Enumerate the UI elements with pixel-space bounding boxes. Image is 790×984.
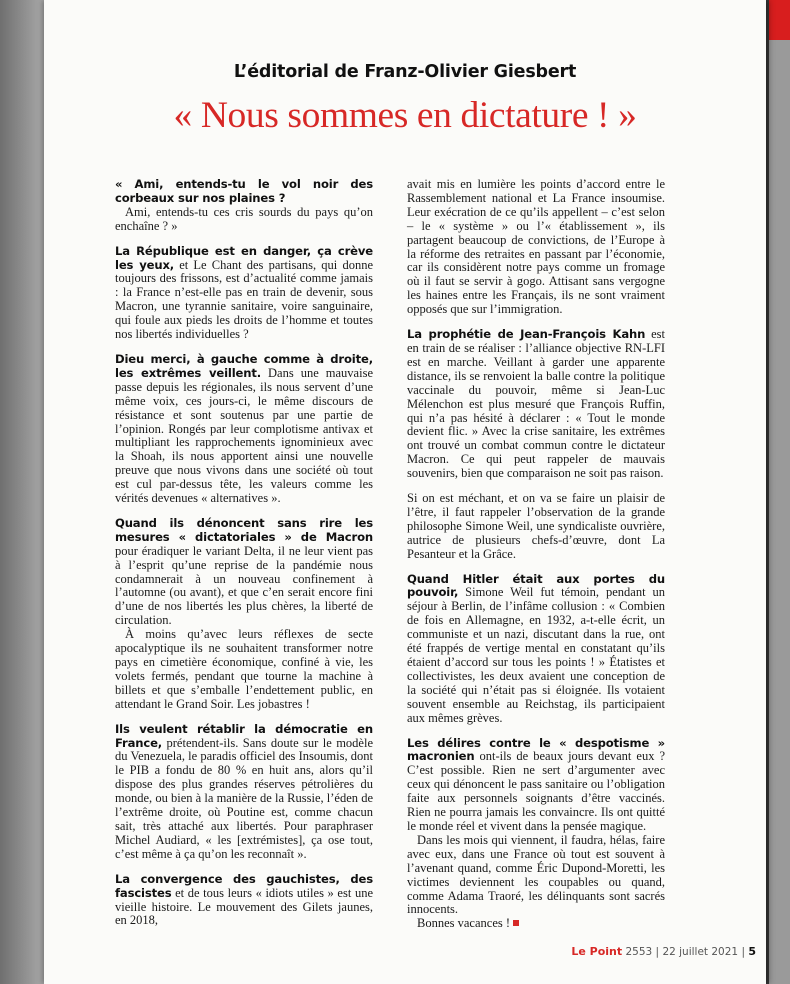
paragraph: À moins qu’avec leurs réflexes de secte apocalyptique ils ne souhaitent transformer notre pays en cimetière économique, confiné à vie, les volets fermés, pendant que tourne la machine à billets et que s’emballe l’endettement public, en attendant le Grand Soir. Les jobastres ! bbox=[115, 627, 373, 711]
footer-date: 22 juillet 2021 bbox=[662, 946, 739, 958]
footer-brand: Le Point bbox=[571, 945, 623, 958]
page-edge-shadow bbox=[766, 0, 769, 984]
page-footer bbox=[571, 945, 756, 958]
paragraph: La République est en danger, ça crève les yeux, et Le Chant des partisans, qui donne toujours des frissons, est d’actualité comme jamais : la France n’est-elle pas en train de devenir, sous Macron, une tyrannie sanitaire, voire sanguinaire, qui foule aux pieds les droits de l’homme et toutes nos libertés individuelles ? bbox=[115, 243, 373, 342]
next-page-edge bbox=[766, 0, 790, 984]
footer-issue: 2553 bbox=[625, 946, 653, 958]
paragraph: Dieu merci, à gauche comme à droite, les extrêmes veillent. Dans une mauvaise passe depuis les régionales, ils nous servent d’une même voix, ces jours-ci, le même discours de résistance et sont soutenus par une partie de l’opinion. Rongés par leur complotisme antivax et multipliant les rapprochements ignominieux avec la Shoah, ils nous apportent ainsi une nouvelle preuve que nous vivons dans une société où tout est cul par-dessus tête, les valeurs comme les vérités devenues « alternatives ». bbox=[115, 351, 373, 506]
closing-paragraph: Bonnes vacances ! bbox=[407, 917, 665, 931]
paragraph: Quand Hitler était aux portes du pouvoir, Simone Weil fut témoin, pendant un séjour à Berlin, de l’infâme collusion : « Combien de fois en Allemagne, en 1932, a-t-elle écrit, un communiste et un nazi, discutant dans la rue, ont été frappés de vertige mental en constatant qu’ils étaient d’accord sur tous les points ! » Étatistes et collectivistes, les deux avaient une conception de la société qui n’était pas si éloignée. Ils votaient souvent ensemble au Reichstag, ils participaient aux mêmes grèves. bbox=[407, 571, 665, 725]
paragraph: Si on est méchant, et on va se faire un plaisir de l’être, il faut rappeler l’observation de la grande philosophe Simone Weil, une syndicaliste ouvrière, autrice de plusieurs chefs-d’œuvre, dont La Pesanteur et la Grâce. bbox=[407, 491, 665, 561]
footer-separator: | bbox=[655, 946, 660, 958]
paragraph: La prophétie de Jean-François Kahn est en train de se réaliser : l’alliance objective RN-LFI est en marche. Veillant à garder une apparente distance, ils se renvoient la balle contre la politique vaccinale du pouvoir, même si Jean-Luc Mélenchon est plus mesuré que François Ruffin, qui n’a pas hésité à déclarer : « Tout le monde devient flic. » Avec la crise sanitaire, les extrêmes ont trouvé un combat commun contre le dictateur Macron. Ce qui peut rappeler de mauvais souvenirs, bien que comparaison ne soit pas raison. bbox=[407, 327, 666, 481]
paragraph: Les délires contre le « despotisme » macronien ont-ils de beaux jours devant eux ? C’est possible. Rien ne sert d’argumenter avec ceux qui dénoncent le pass sanitaire ou l’obligation faite aux personnels soignants d’être vaccinés. Rien ne pourra jamais les convaincre. Ils ont quitté le monde réel et vivent dans la pensée magique. bbox=[407, 735, 665, 833]
paragraph: Dans les mois qui viennent, il faudra, hélas, faire avec eux, dans une France où tout est souvent à l’avenant quand, comme Éric Dupond-Moretti, les victimes deviennent les coupables ou quand, comme Adama Traoré, les délinquants sont sacrés innocents. bbox=[407, 832, 665, 917]
end-of-article-square-icon bbox=[513, 920, 519, 926]
page-number: 5 bbox=[748, 945, 756, 958]
paragraph: « Ami, entends-tu le vol noir des corbeaux sur nos plaines ? bbox=[115, 177, 373, 205]
paragraph: avait mis en lumière les points d’accord entre le Rassemblement national et La France insoumise. Leur exécration de ce qu’ils appellent – c’est selon – le « système » ou l’« établissement », ils partagent beaucoup de convictions, de l’Europe à la réforme des retraites en passant par l’économie, car ils considèrent notre pays comme un fromage où il faut se servir à gogo. Attisant sans vergogne les haines entre les Français, ils ne sont vraiment opposés que sur l’immigration. bbox=[407, 177, 665, 317]
paragraph: Ami, entends-tu ces cris sourds du pays qu’on enchaîne ? » bbox=[115, 204, 373, 233]
paragraph: La convergence des gauchistes, des fascistes et de tous leurs « idiots utiles » est une vieille histoire. Le mouvement des Gilets jaunes, en 2018, bbox=[115, 871, 373, 928]
headline: « Nous sommes en dictature ! » bbox=[173, 95, 637, 136]
footer-separator: | bbox=[741, 946, 745, 958]
paragraph: Ils veulent rétablir la démocratie en France, prétendent-ils. Sans doute sur le modèle du Venezuela, le paradis officiel des Insoumis, dont le PIB a fondu de 80 % en huit ans, alors qu’il dispose des plus grandes réserves pétrolières du monde, ou bien à la manière de la Russie, l’éden de l’extrême droite, où Poutine est, comme chacun sait, très attaché aux libertés. Pour paraphraser Michel Audiard, « les [extrémistes], ça ose tout, c’est même à ça qu’on les reconnaît ». bbox=[115, 721, 373, 861]
paragraph: Quand ils dénoncent sans rire les mesures « dictatoriales » de Macron pour éradiquer le variant Delta, il ne leur vient pas à l’esprit qu’une reprise de la pandémie nous condamnerait à un nouveau confinement à l’automne (ou avant), et que c’en serait encore fini d’une de nos libertés les plus chères, la liberté de circulation. bbox=[115, 515, 373, 628]
right-column bbox=[407, 178, 665, 931]
editorial-kicker: L’éditorial de Franz-Olivier Giesbert bbox=[233, 62, 577, 82]
left-column bbox=[115, 178, 373, 928]
page-gutter-shadow bbox=[0, 0, 44, 984]
next-page-red-corner bbox=[769, 0, 790, 40]
magazine-page bbox=[44, 0, 766, 984]
